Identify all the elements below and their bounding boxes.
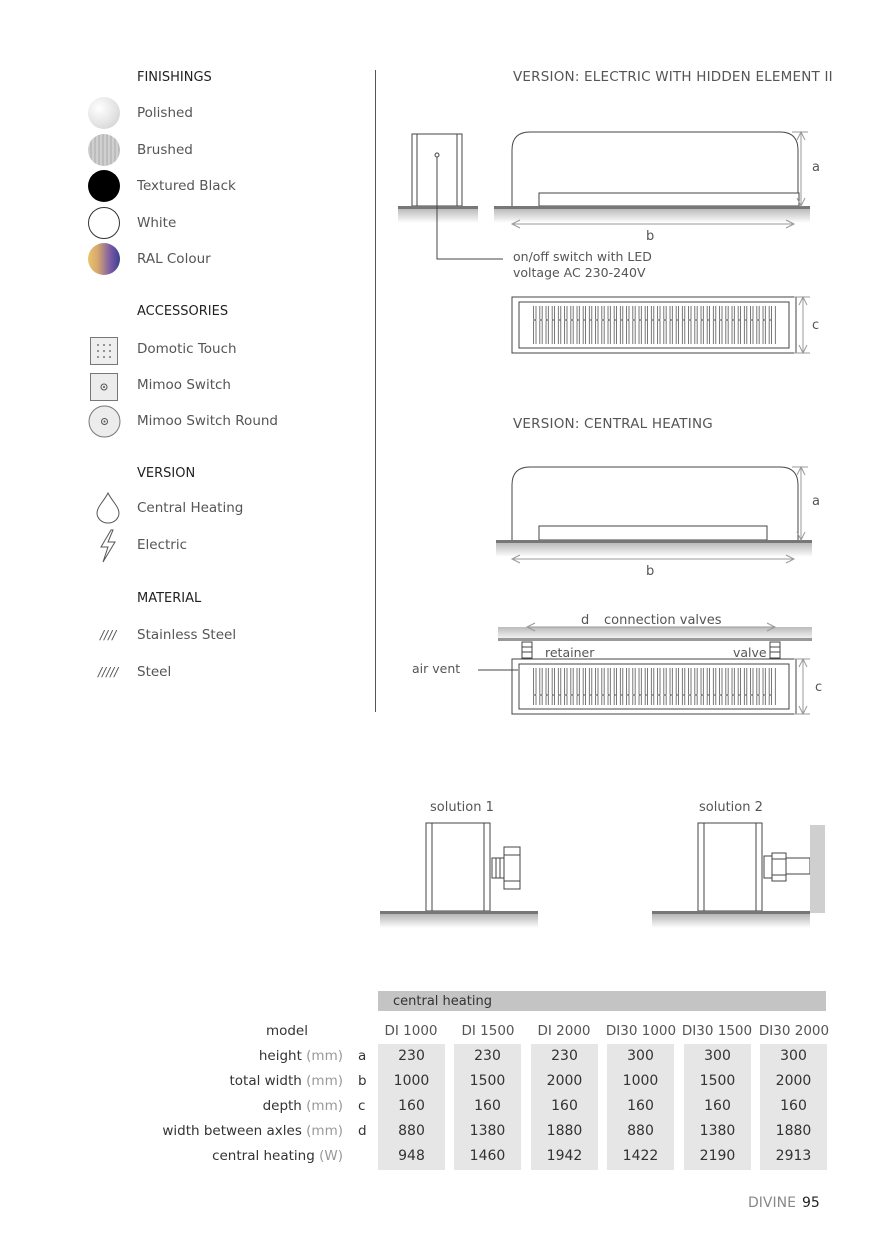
row-unit: (mm) — [306, 1048, 343, 1064]
column-divider — [375, 70, 376, 712]
accessory-label: Domotic Touch — [137, 341, 237, 357]
row-letter: b — [358, 1073, 367, 1089]
electric-top-view — [512, 297, 810, 353]
table-header-label: central heating — [393, 994, 492, 1009]
dim-c-label: c — [815, 680, 823, 695]
table-cell: 1000 — [393, 1073, 430, 1089]
finish-textured-black[interactable] — [88, 170, 348, 204]
table-cell: 1460 — [469, 1148, 506, 1164]
finish-label: White — [137, 215, 177, 231]
central-top-view — [478, 623, 812, 714]
switch-note-line2: voltage AC 230-240V — [513, 265, 646, 280]
lightning-icon — [97, 529, 119, 563]
central-front-view — [496, 467, 812, 563]
solutions-drawing — [375, 795, 835, 935]
connection-valves-label: connection valves — [604, 613, 722, 628]
model-name: DI 1000 — [384, 1023, 438, 1039]
table-cell: 1880 — [546, 1123, 583, 1139]
ral-colour-swatch — [88, 243, 120, 275]
model-name: DI 1500 — [461, 1023, 515, 1039]
polished-swatch — [88, 97, 120, 129]
accessory-label: Mimoo Switch Round — [137, 413, 278, 429]
solution1-view — [380, 823, 538, 928]
version-central-heating[interactable] — [88, 492, 348, 526]
dim-c-label: c — [812, 318, 820, 333]
solution2-label: solution 2 — [699, 800, 763, 815]
textured-black-swatch — [88, 170, 120, 202]
material-title: MATERIAL — [137, 591, 202, 606]
row-label: depth — [262, 1098, 302, 1114]
retainer-label: retainer — [545, 645, 595, 660]
row-letter: d — [358, 1123, 367, 1139]
material-label: Stainless Steel — [137, 627, 237, 643]
version-title: VERSION — [137, 466, 196, 481]
accessory-mimoo-switch-round[interactable] — [88, 405, 348, 439]
version-label: Electric — [137, 537, 188, 553]
table-cell: 230 — [474, 1048, 501, 1064]
water-drop-icon — [96, 492, 120, 524]
solution1-label: solution 1 — [430, 800, 494, 815]
finishings-title: FINISHINGS — [137, 70, 212, 85]
accessory-domotic-touch[interactable] — [88, 336, 348, 370]
mimoo-switch-icon — [90, 373, 118, 401]
table-cell: 160 — [704, 1098, 731, 1114]
table-cell: 1500 — [699, 1073, 736, 1089]
table-cell: 300 — [627, 1048, 654, 1064]
material-label: Steel — [137, 664, 172, 680]
version-electric[interactable] — [88, 529, 348, 563]
table-cell: 1000 — [622, 1073, 659, 1089]
table-cell: 300 — [780, 1048, 807, 1064]
model-name: DI30 1500 — [681, 1023, 753, 1039]
electric-version-title: VERSION: ELECTRIC WITH HIDDEN ELEMENT II — [513, 69, 833, 85]
table-cell: 160 — [780, 1098, 807, 1114]
accessories-title: ACCESSORIES — [137, 304, 229, 319]
table-cell: 948 — [398, 1148, 425, 1164]
dim-a-label: a — [812, 160, 820, 175]
row-label: width between axles — [162, 1123, 302, 1139]
table-cell: 1380 — [699, 1123, 736, 1139]
table-cell: 160 — [398, 1098, 425, 1114]
table-header-bar — [378, 991, 826, 1011]
finish-brushed[interactable] — [88, 134, 348, 168]
table-cell: 300 — [704, 1048, 731, 1064]
table-cell: 230 — [551, 1048, 578, 1064]
finish-label: Textured Black — [137, 178, 236, 194]
table-cell: 1500 — [469, 1073, 506, 1089]
electric-side-view — [398, 134, 478, 223]
dim-b-label: b — [646, 564, 655, 579]
electric-drawing — [390, 120, 840, 360]
finish-label: Brushed — [137, 142, 193, 158]
table-cell: 2190 — [699, 1148, 736, 1164]
page-footer — [748, 1195, 820, 1211]
table-cell: 160 — [551, 1098, 578, 1114]
row-unit: (mm) — [306, 1123, 343, 1139]
solution2-view — [652, 823, 825, 928]
white-swatch — [88, 207, 120, 239]
table-cell: 1880 — [775, 1123, 812, 1139]
table-cell: 2913 — [775, 1148, 812, 1164]
model-name: DI30 2000 — [758, 1023, 830, 1039]
table-cell: 1422 — [622, 1148, 659, 1164]
accessory-mimoo-switch[interactable] — [88, 372, 348, 406]
mimoo-switch-round-icon — [88, 405, 121, 438]
steel-symbol: ///// — [98, 665, 119, 679]
brushed-swatch — [88, 134, 120, 166]
model-row-label: model — [265, 1023, 308, 1039]
row-label: total width — [229, 1073, 302, 1089]
material-stainless-steel[interactable] — [88, 619, 348, 653]
central-drawing — [390, 455, 840, 717]
page-number: 95 — [801, 1195, 820, 1211]
model-name: DI30 1000 — [605, 1023, 677, 1039]
dim-a-label: a — [812, 494, 820, 509]
finish-label: RAL Colour — [137, 251, 211, 267]
version-label: Central Heating — [137, 500, 244, 516]
model-name: DI 2000 — [537, 1023, 591, 1039]
table-cell: 2000 — [775, 1073, 812, 1089]
central-version-title: VERSION: CENTRAL HEATING — [513, 416, 713, 432]
row-label: height — [258, 1048, 302, 1064]
footer-brand: DIVINE — [748, 1195, 796, 1211]
switch-note-line1: on/off switch with LED — [513, 249, 652, 264]
valve-label: valve — [733, 645, 767, 660]
electric-front-view — [494, 132, 810, 228]
table-cell: 230 — [398, 1048, 425, 1064]
material-steel[interactable] — [88, 656, 348, 690]
table-cell: 880 — [398, 1123, 425, 1139]
table-cell: 1942 — [546, 1148, 583, 1164]
domotic-touch-icon — [90, 337, 118, 365]
row-letter: c — [358, 1098, 366, 1114]
stainless-steel-symbol: //// — [100, 628, 117, 642]
finish-label: Polished — [137, 105, 193, 121]
row-unit: (W) — [319, 1148, 343, 1164]
row-letter: a — [358, 1048, 367, 1064]
finish-white[interactable] — [88, 207, 348, 241]
dim-b-label: b — [646, 229, 655, 244]
table-cell: 2000 — [546, 1073, 583, 1089]
dim-d-label: d — [581, 613, 590, 628]
finish-ral-colour[interactable] — [88, 243, 348, 277]
row-unit: (mm) — [306, 1098, 343, 1114]
table-cell: 160 — [627, 1098, 654, 1114]
table-cell: 1380 — [469, 1123, 506, 1139]
table-cell: 880 — [627, 1123, 654, 1139]
accessory-label: Mimoo Switch — [137, 377, 231, 393]
table-cell: 160 — [474, 1098, 501, 1114]
air-vent-label: air vent — [412, 661, 461, 676]
finish-polished[interactable] — [88, 97, 348, 131]
row-unit: (mm) — [306, 1073, 343, 1089]
row-label: central heating — [212, 1148, 315, 1164]
